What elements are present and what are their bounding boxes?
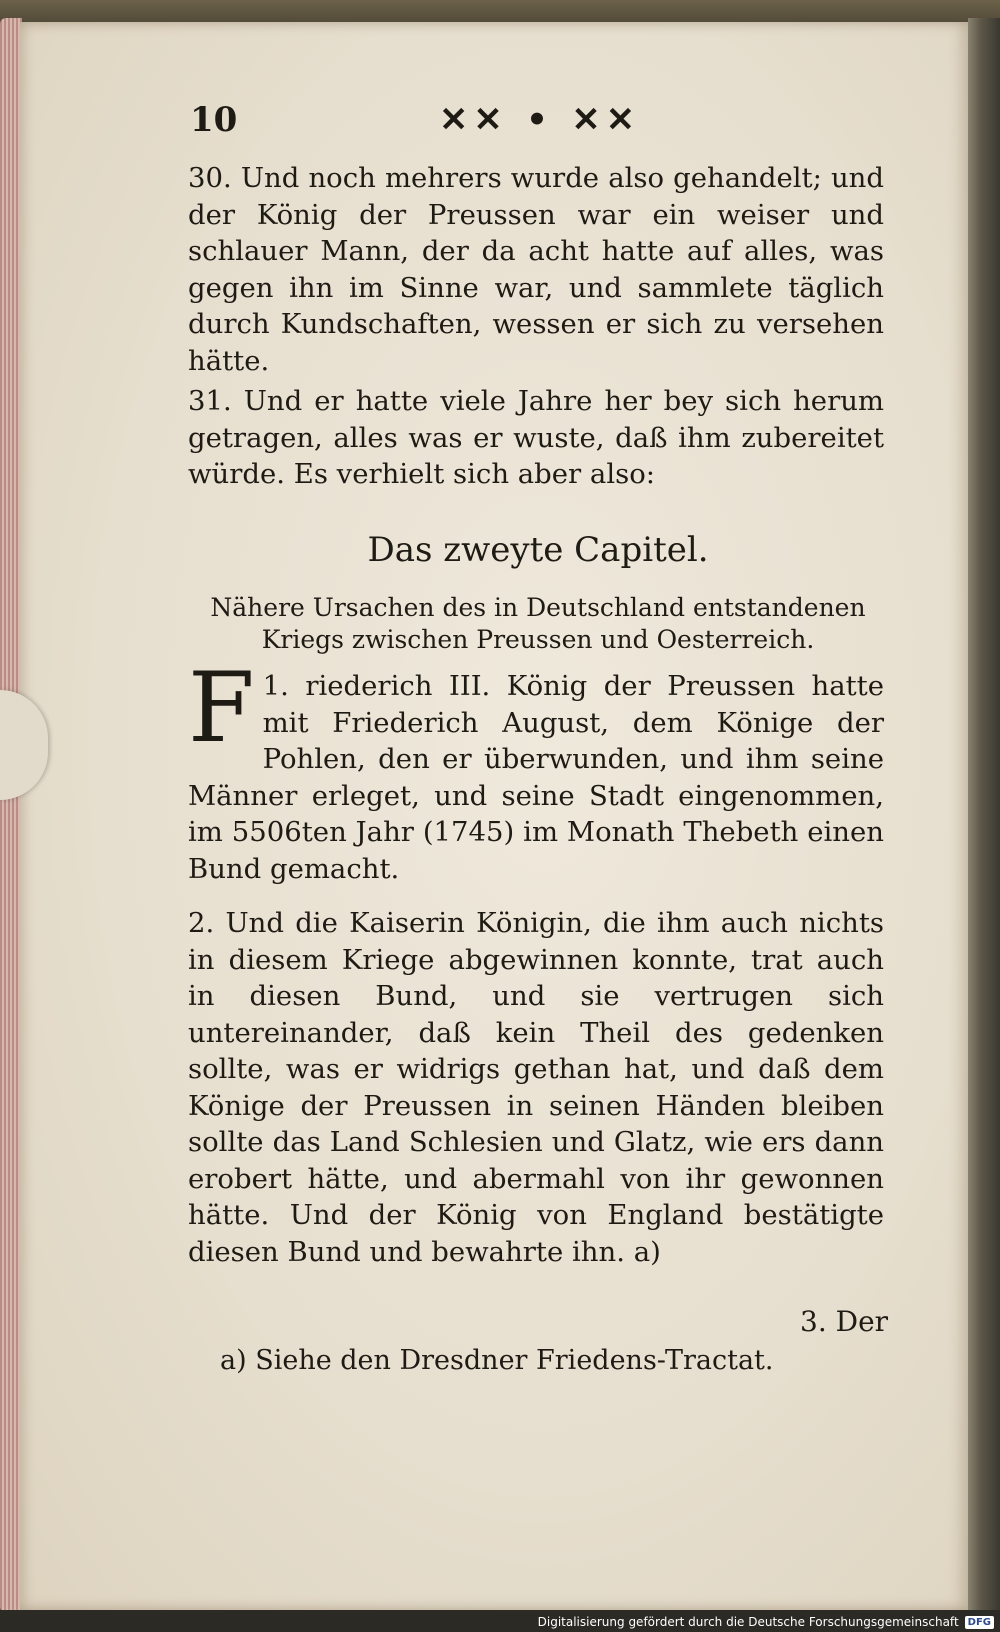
drop-capital: F [188,652,255,764]
paragraph-number: 1. [262,670,289,702]
paragraph-31: 31. Und er hatte viele Jahre her bey sich herum getragen, alles was er wuste, daß ihm zubereitet würde. Es verhielt sich aber also: [188,385,884,490]
catchword: 3. Der [800,1305,889,1338]
dfg-logo-icon: DFG [965,1616,994,1629]
paragraph-30: 30. Und noch mehrers wurde also gehandelt; und der König der Preussen war ein weiser und schlauer Mann, der da acht hatte auf alles, was gegen ihn im Sinne war, und sammlete täglich durch Kundschaften, wessen er sich zu versehen hätte. [188,162,884,377]
header-ornament: ✕✕ • ✕✕ [439,100,641,140]
footnote: a) Siehe den Dresdner Friedens-Tractat. [220,1345,774,1376]
chapter-title: Das zweyte Capitel. [367,530,709,570]
paragraph-1-text: riederich III. König der Preussen hatte mit Friederich August, dem Könige der Pohlen, den er überwunden, und ihm seine Männer erleget, und seine Stadt eingenommen, im 5506ten Jahr (1745) im Monath Thebeth einen Bund gemacht. [188,670,884,885]
chapter-subtitle: Nähere Ursachen des in Deutschland entstandenen Kriegs zwischen Preussen und Oesterreich. [210,593,866,654]
footer-bar [0,1610,1000,1632]
page-number: 10 [190,100,238,140]
chapter-paragraph-1 [188,652,884,887]
chapter-paragraph-2: 2. Und die Kaiserin Königin, die ihm auch nichts in diesem Kriege abgewinnen konnte, trat auch in diesen Bund, und sie vertrugen sich untereinander, daß kein Theil des gedenken sollte, was er widrigs gethan hat, und daß dem Könige der Preussen in seinen Händen bleiben sollte das Land Schlesien und Glatz, wie ers dann erobert hätte, und abermahl von ihr gewonnen hätte. Und der König von England bestätigte diesen Bund und bewahrte ihn. a) [188,907,884,1268]
footer-credit [538,1615,994,1629]
funding-credit-text: Digitalisierung gefördert durch die Deutsche Forschungsgemeinschaft [537,1615,959,1629]
book-gutter [968,18,1000,1618]
page-stack-edge [0,18,22,1613]
page-header [190,100,890,150]
